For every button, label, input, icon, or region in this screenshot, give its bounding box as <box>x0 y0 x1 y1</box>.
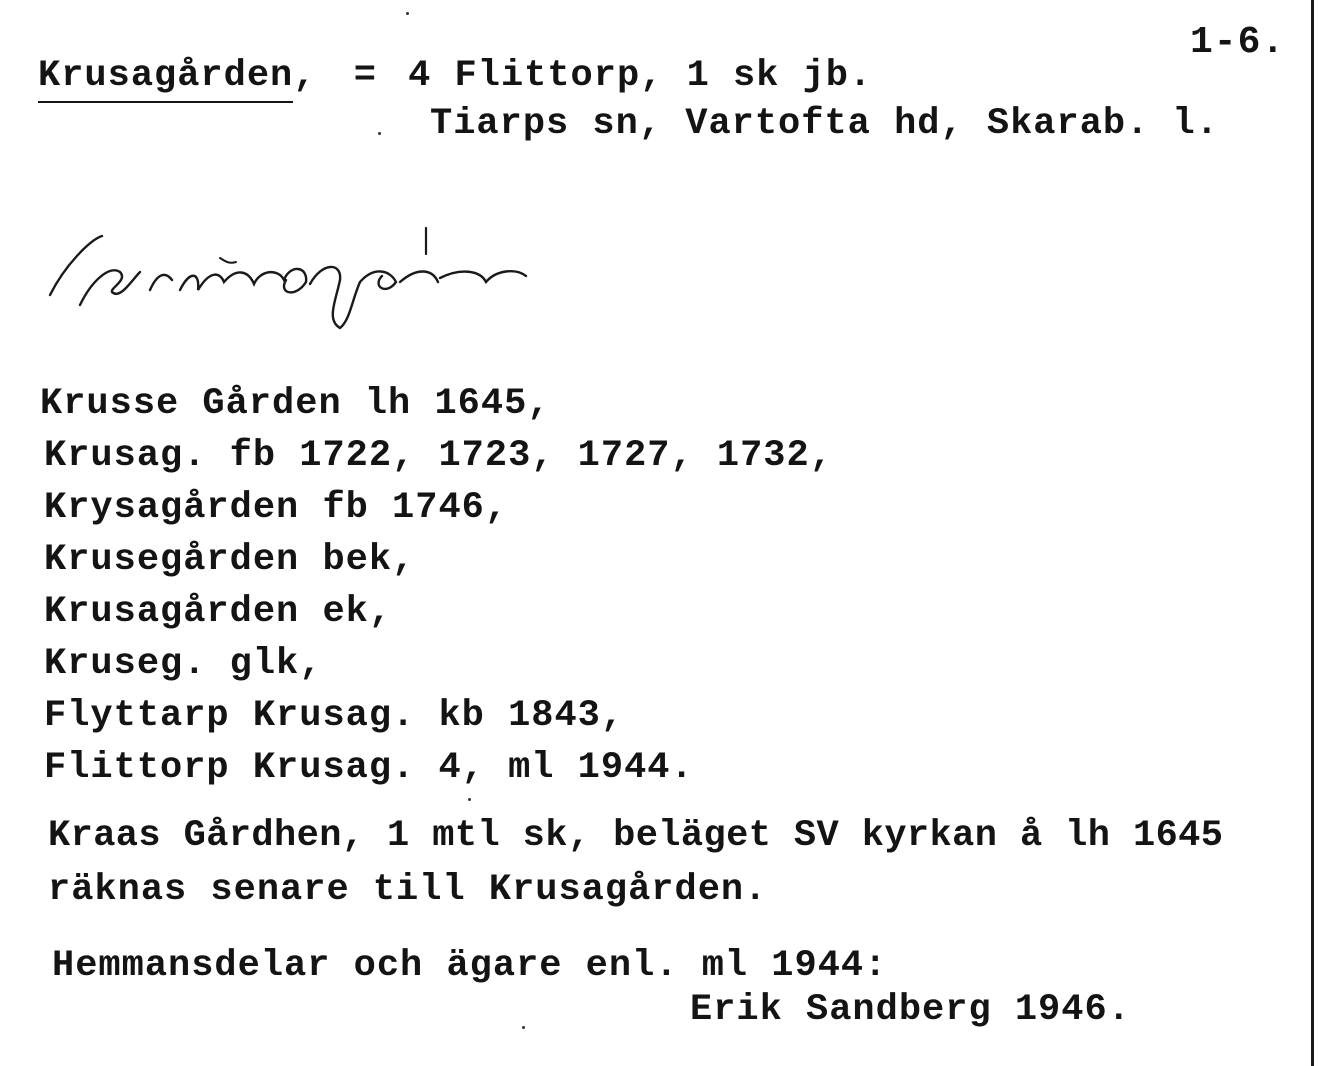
header-rest: 4 Flittorp, 1 sk jb. <box>408 55 873 97</box>
form-line-7: Flyttarp Krusag. kb 1843, <box>44 695 625 737</box>
footer-line-1: Hemmansdelar och ägare enl. ml 1944: <box>52 945 888 987</box>
speck <box>406 12 409 15</box>
header-line-2: Tiarps sn, Vartofta hd, Skarab. l. <box>430 103 1219 145</box>
signature: Erik Sandberg 1946. <box>690 989 1131 1031</box>
note-line-1: Kraas Gårdhen, 1 mtl sk, beläget SV kyrkan å lh 1645 <box>48 815 1224 857</box>
header-line-1 <box>38 55 873 97</box>
handwritten-word <box>40 210 560 340</box>
form-line-8: Flittorp Krusag. 4, ml 1944. <box>44 747 694 789</box>
speck <box>522 1026 525 1029</box>
card-number: 1-6. <box>1190 21 1286 64</box>
place-name: Krusagården <box>38 55 293 103</box>
note-line-2: räknas senare till Krusagården. <box>48 869 768 911</box>
form-line-4: Krusegården bek, <box>44 539 416 581</box>
form-line-6: Kruseg. glk, <box>44 643 323 685</box>
form-line-3: Krysagården fb 1746, <box>44 487 509 529</box>
speck <box>378 132 381 135</box>
handwritten-word-text: krusagårn <box>40 336 55 337</box>
form-line-5: Krusagården ek, <box>44 591 393 633</box>
handwriting-scribble-icon <box>40 210 560 340</box>
speck <box>468 798 471 801</box>
form-line-1: Krusse Gården lh 1645, <box>40 383 551 425</box>
equals-sign: = <box>353 55 377 97</box>
form-line-2: Krusag. fb 1722, 1723, 1727, 1732, <box>44 435 833 477</box>
place-name-separator: , <box>293 55 317 97</box>
card-edge-line <box>1311 0 1314 1066</box>
